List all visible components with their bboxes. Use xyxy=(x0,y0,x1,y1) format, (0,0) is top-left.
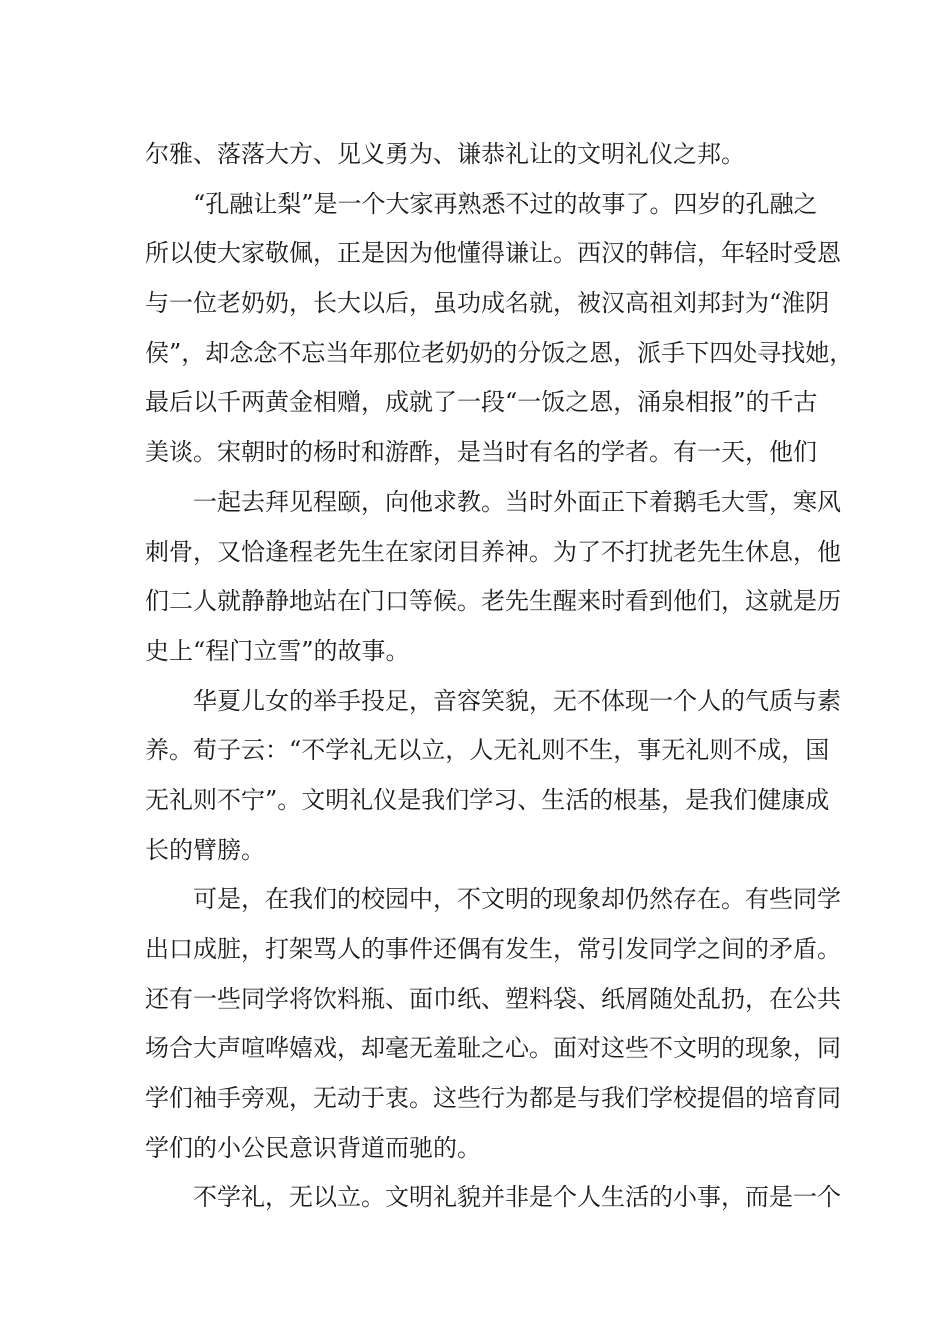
text-line: 养。荀子云：“不学礼无以立，人无礼则不生，事无礼则不成，国 xyxy=(145,736,830,765)
text-line: 无礼则不宁”。文明礼仪是我们学习、生活的根基，是我们健康成 xyxy=(145,785,830,814)
text-line: 与一位老奶奶，长大以后，虽功成名就，被汉高祖刘邦封为“淮阴 xyxy=(145,289,830,318)
text-line: 侯”，却念念不忘当年那位老奶奶的分饭之恩，派手下四处寻找她， xyxy=(145,338,854,367)
text-line: “孔融让梨”是一个大家再熟悉不过的故事了。四岁的孔融之 xyxy=(193,189,818,218)
text-line: 学们袖手旁观，无动于衷。这些行为都是与我们学校提倡的培育同 xyxy=(145,1084,841,1113)
text-line: 一起去拜见程颐，向他求教。当时外面正下着鹅毛大雪，寒风 xyxy=(193,487,841,516)
text-line: 华夏儿女的举手投足，音容笑貌，无不体现一个人的气质与素 xyxy=(193,686,841,715)
text-line: 最后以千两黄金相赠，成就了一段“一饭之恩，涌泉相报”的千古 xyxy=(145,388,818,417)
text-line: 所以使大家敬佩，正是因为他懂得谦让。西汉的韩信，年轻时受恩 xyxy=(145,239,841,268)
text-line: 学们的小公民意识背道而驰的。 xyxy=(145,1133,481,1162)
text-line: 们二人就静静地站在门口等候。老先生醒来时看到他们，这就是历 xyxy=(145,587,841,616)
text-line: 场合大声喧哗嬉戏，却毫无羞耻之心。面对这些不文明的现象，同 xyxy=(145,1034,841,1063)
text-line: 史上“程门立雪”的故事。 xyxy=(145,636,410,665)
text-line: 出口成脏，打架骂人的事件还偶有发生，常引发同学之间的矛盾。 xyxy=(145,935,841,963)
text-line: 美谈。宋朝时的杨时和游酢，是当时有名的学者。有一天，他们 xyxy=(145,438,817,467)
text-line: 不学礼，无以立。文明礼貌并非是个人生活的小事，而是一个 xyxy=(193,1183,841,1212)
text-line: 可是，在我们的校园中，不文明的现象却仍然存在。有些同学 xyxy=(193,885,841,914)
body-text xyxy=(145,130,854,1223)
text-line: 刺骨，又恰逢程老先生在家闭目养神。为了不打扰老先生休息，他 xyxy=(145,537,841,566)
text-line: 还有一些同学将饮料瓶、面巾纸、塑料袋、纸屑随处乱扔，在公共 xyxy=(145,984,841,1013)
text-line: 尔雅、落落大方、见义勇为、谦恭礼让的文明礼仪之邦。 xyxy=(145,140,745,168)
text-line: 长的臂膀。 xyxy=(145,835,265,864)
